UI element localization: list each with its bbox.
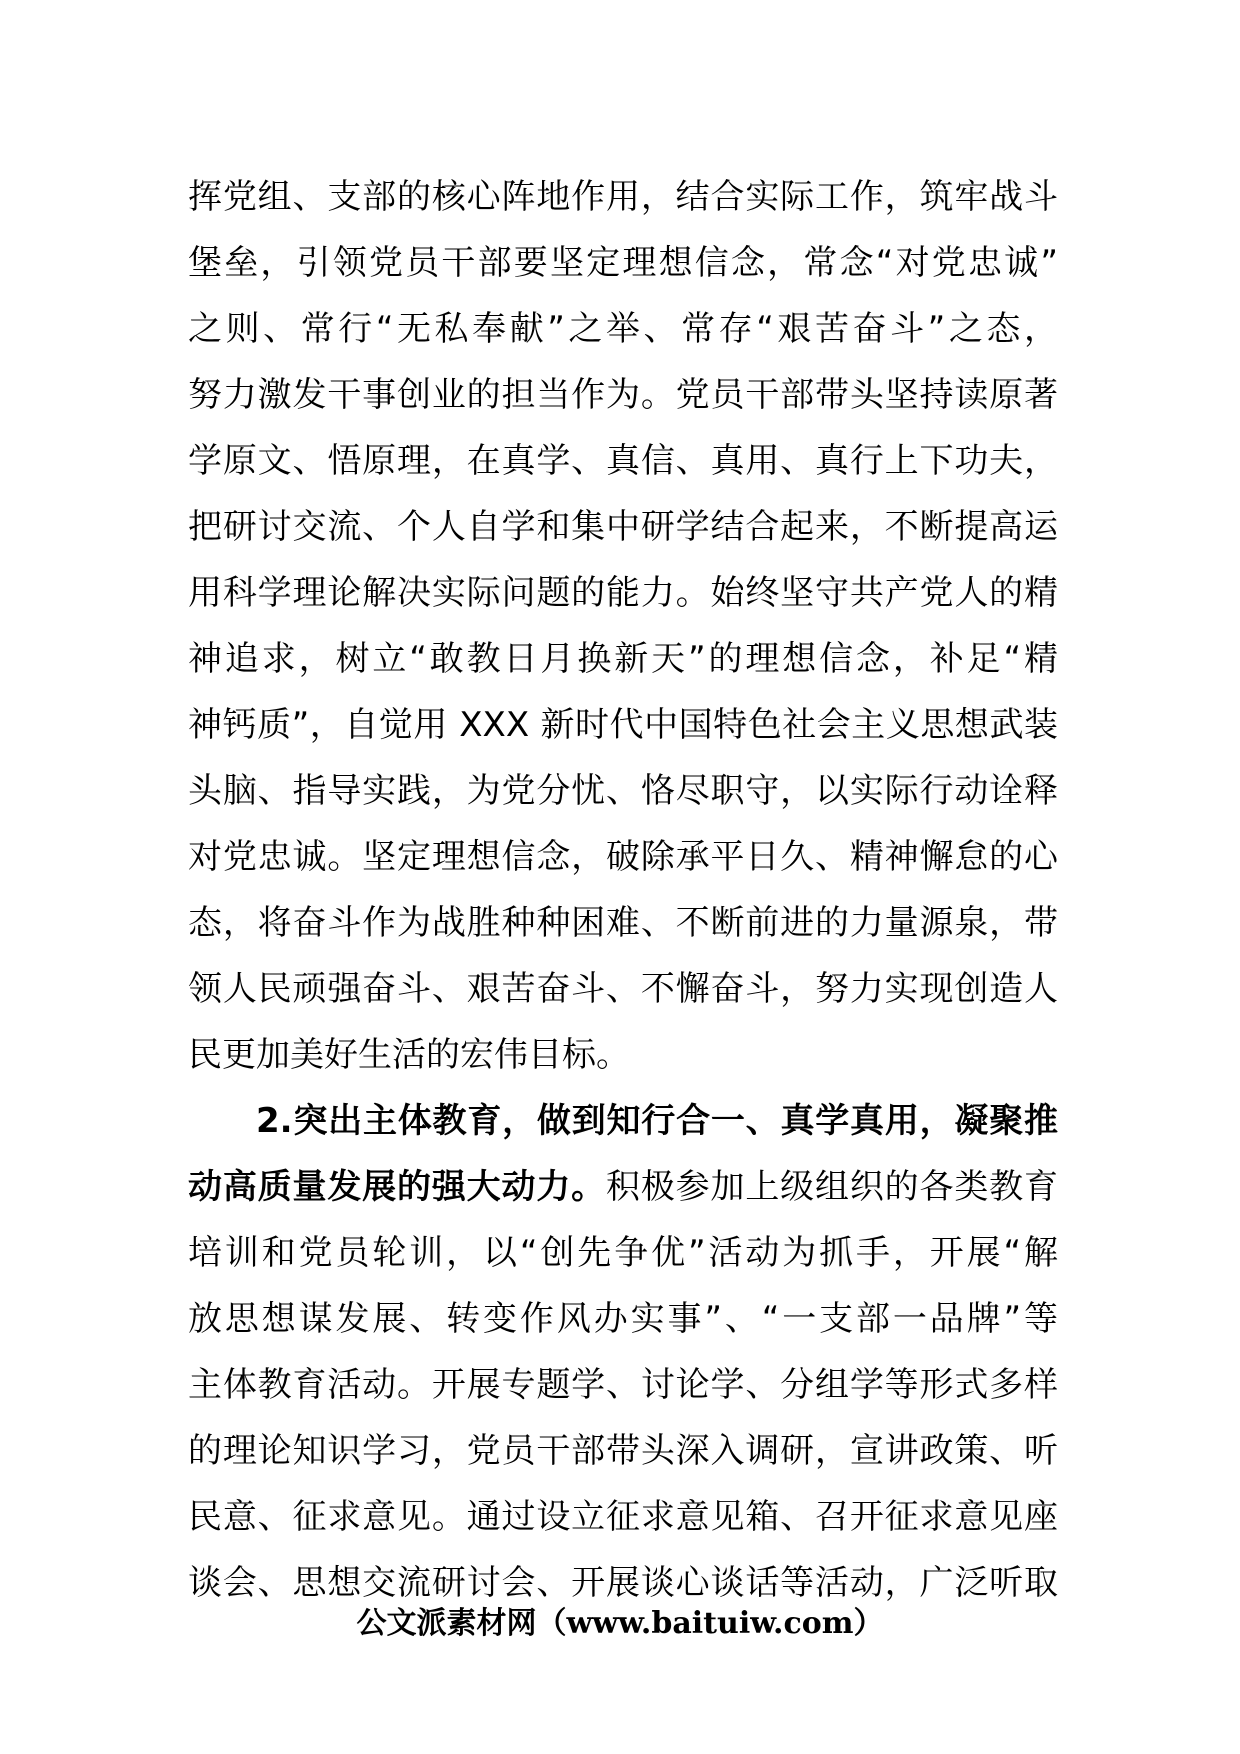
text-line: 挥党组、支部的核心阵地作用，结合实际工作，筑牢战斗 (188, 177, 1058, 217)
text-line: 态，将奋斗作为战胜种种困难、不断前进的力量源泉，带 (188, 903, 1058, 943)
text-line: 头脑、指导实践，为党分忧、恪尽职守，以实际行动诠释 (188, 771, 1058, 811)
text-line: 学原文、悟原理，在真学、真信、真用、真行上下功夫， (188, 441, 1058, 481)
text-line: 的理论知识学习，党员干部带头深入调研，宣讲政策、听 (188, 1431, 1058, 1471)
text-line: 主体教育活动。开展专题学、讨论学、分组学等形式多样 (188, 1365, 1058, 1405)
text-line: 领人民顽强奋斗、艰苦奋斗、不懈奋斗，努力实现创造人 (188, 969, 1058, 1009)
text-line: 努力激发干事创业的担当作为。党员干部带头坚持读原著 (188, 375, 1058, 415)
text-line: 把研讨交流、个人自学和集中研学结合起来，不断提高运 (188, 507, 1058, 547)
document-body (188, 164, 1058, 1616)
text-line: 之则、常行“无私奉献”之举、常存“艰苦奋斗”之态， (188, 309, 1058, 349)
section-heading-continued: 动高质量发展的强大动力。 (188, 1167, 606, 1207)
text-line: 神追求，树立“敢教日月换新天”的理想信念，补足“精 (188, 639, 1058, 679)
section-heading: 2.突出主体教育，做到知行合一、真学真用，凝聚推 (256, 1101, 1058, 1141)
text-line: 对党忠诚。坚定理想信念，破除承平日久、精神懈怠的心 (188, 837, 1058, 877)
text-line: 民意、征求意见。通过设立征求意见箱、召开征求意见座 (188, 1497, 1058, 1537)
page-footer: 公文派素材网（www.baituiw.com） (356, 1606, 884, 1641)
text-line: 放思想谋发展、转变作风办实事”、“一支部一品牌”等 (188, 1299, 1058, 1339)
text-segment: 积极参加上级组织的各类教育 (606, 1167, 1058, 1207)
text-line: 谈会、思想交流研讨会、开展谈心谈话等活动，广泛听取 (188, 1563, 1058, 1603)
text-line (188, 1154, 1058, 1220)
text-line: 用科学理论解决实际问题的能力。始终坚守共产党人的精 (188, 573, 1058, 613)
text-line: 民更加美好生活的宏伟目标。 (188, 1035, 630, 1075)
text-line: 培训和党员轮训，以“创先争优”活动为抓手，开展“解 (188, 1233, 1058, 1273)
text-line: 神钙质”，自觉用 XXX 新时代中国特色社会主义思想武装 (188, 705, 1058, 745)
text-line: 堡垒，引领党员干部要坚定理想信念，常念“对党忠诚” (188, 243, 1058, 283)
